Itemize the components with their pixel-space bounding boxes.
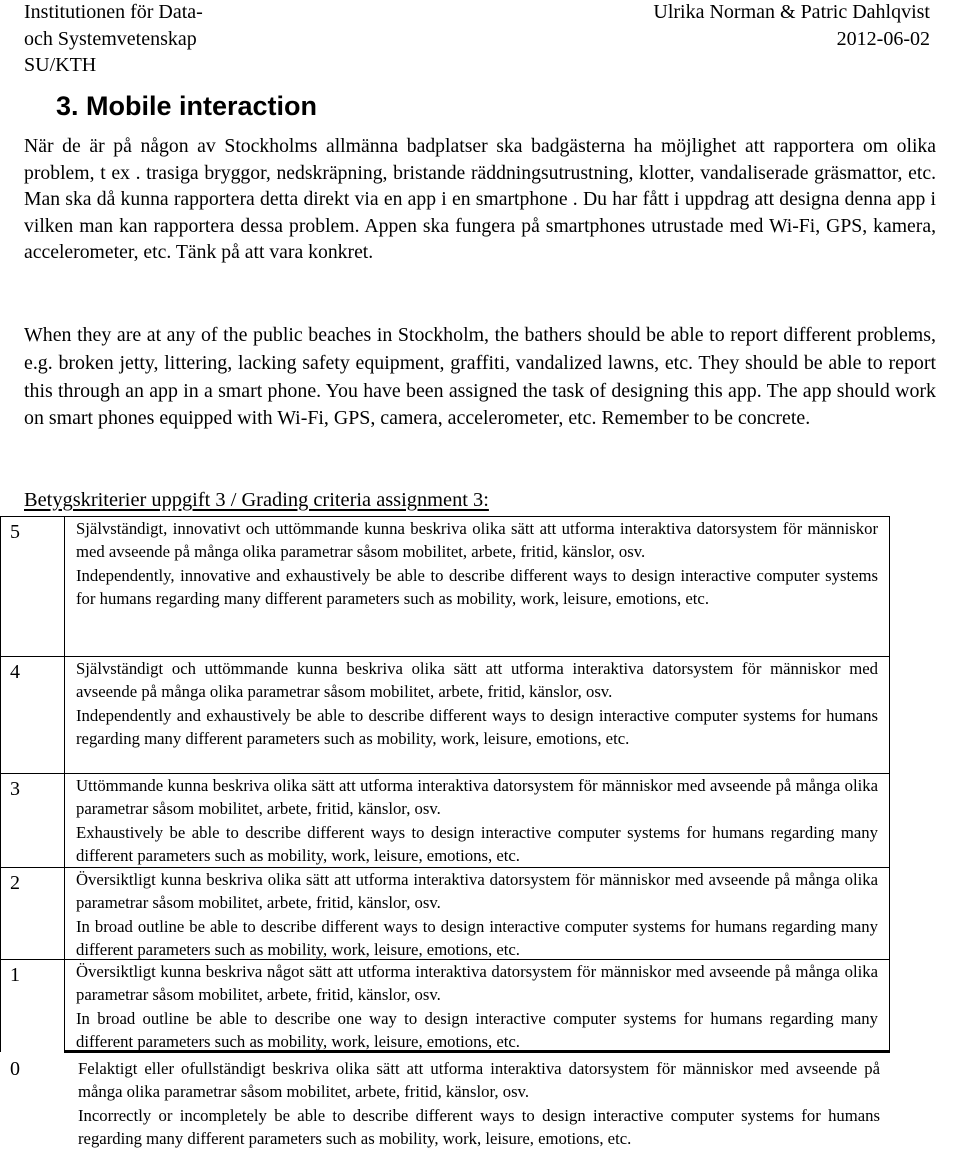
grade-description-english: Exhaustively be able to describe different ways to design interactive computer systems for humans regarding many different parameters such as mobility, work, leisure, emotions, etc. xyxy=(76,822,878,865)
grade-description xyxy=(76,657,878,750)
grade-description-swedish: Självständigt, innovativt och uttömmande kunna beskriva olika sätt att utforma interaktiva datorsystem för människor med avseende på många olika parametrar såsom mobilitet, arbete, fritid, känslor, osv. xyxy=(76,519,878,562)
criteria-row xyxy=(0,773,890,867)
header-institution-line: SU/KTH xyxy=(24,54,97,76)
header-institution-line: Institutionen för Data- xyxy=(24,1,203,23)
grade-value: 0 xyxy=(10,1058,20,1080)
grading-criteria-table xyxy=(0,516,890,1172)
grade-description-swedish: Översiktligt kunna beskriva olika sätt att utforma interaktiva datorsystem för människor med avseende på många olika parametrar såsom mobilitet, arbete, fritid, känslor, osv. xyxy=(76,870,878,913)
criteria-row xyxy=(0,516,890,656)
section-title: 3. Mobile interaction xyxy=(56,91,318,121)
grade-description xyxy=(76,517,878,610)
header-institution xyxy=(24,0,203,79)
grade-value: 1 xyxy=(10,964,20,986)
criteria-row xyxy=(0,656,890,773)
grade-value: 5 xyxy=(10,521,20,543)
header-date: 2012-06-02 xyxy=(836,27,930,50)
criteria-row xyxy=(0,959,890,1050)
grade-description xyxy=(76,868,878,961)
grade-description-swedish: Uttömmande kunna beskriva olika sätt att utforma interaktiva datorsystem för människor med avseende på många olika parametrar såsom mobilitet, arbete, fritid, känslor, osv. xyxy=(76,776,878,819)
grade-description-swedish: Självständigt och uttömmande kunna beskriva olika sätt att utforma interaktiva datorsystem för människor med avseende på många olika parametrar såsom mobilitet, arbete, fritid, känslor, osv. xyxy=(76,659,878,702)
header-authors-date xyxy=(653,0,930,52)
header-institution-line: och Systemvetenskap xyxy=(24,27,197,50)
grade-description xyxy=(78,1057,880,1150)
grade-description xyxy=(76,774,878,867)
grade-description-swedish: Översiktligt kunna beskriva något sätt att utforma interaktiva datorsystem för människor med avseende på många olika parametrar såsom mobilitet, arbete, fritid, känslor, osv. xyxy=(76,962,878,1005)
grade-description-english: In broad outline be able to describe one way to design interactive computer systems for humans regarding many different parameters such as mobility, work, leisure, emotions, etc. xyxy=(76,1008,878,1051)
grade-description-english: Independently and exhaustively be able to describe different ways to design interactive computer systems for humans regarding many different parameters such as mobility, work, leisure, emotions, etc. xyxy=(76,705,878,748)
assignment-text-english: When they are at any of the public beaches in Stockholm, the bathers should be able to report different problems, e.g. broken jetty, littering, lacking safety equipment, graffiti, vandalized lawns, etc. They should be able to report this through an app in a smart phone. You have been assigned the task of designing this app. The app should work on smart phones equipped with Wi-Fi, GPS, camera, accelerometer, etc. Remember to be concrete. xyxy=(24,324,936,430)
grade-description-swedish: Felaktigt eller ofullständigt beskriva olika sätt att utforma interaktiva datorsystem för människor med avseende på många olika parametrar såsom mobilitet, arbete, fritid, känslor, osv. xyxy=(78,1059,880,1102)
grade-value: 2 xyxy=(10,872,20,894)
criteria-row xyxy=(0,867,890,959)
grade-value: 4 xyxy=(10,661,20,683)
grade-description-english: Incorrectly or incompletely be able to describe different ways to design interactive computer systems for humans regarding many different parameters such as mobility, work, leisure, emotions, etc. xyxy=(78,1105,880,1148)
grade-description-english: Independently, innovative and exhaustively be able to describe different ways to design interactive computer systems for humans regarding many different parameters such as mobility, work, leisure, emotions, etc. xyxy=(76,565,878,608)
assignment-text-swedish: När de är på någon av Stockholms allmänna badplatser ska badgästerna ha möjlighet att rapportera om olika problem, t ex . trasiga bryggor, nedskräpning, bristande räddningsutrustning, klotter, vandaliserade gräsmattor, etc. Man ska då kunna rapportera detta direkt via en app i en smartphone . Du har fått i uppdrag att designa denna app i vilken man kan rapportera dessa problem. Appen ska fungera på smartphones utrustade med Wi-Fi, GPS, kamera, accelerometer, etc. Tänk på att vara konkret. xyxy=(24,135,936,264)
grade-value: 3 xyxy=(10,778,20,800)
criteria-row xyxy=(0,1053,890,1172)
grading-criteria-title xyxy=(24,487,489,513)
grade-description xyxy=(76,960,878,1053)
grading-criteria-title-text: Betygskriterier uppgift 3 / Grading criteria assignment 3: xyxy=(24,489,489,511)
grade-description-english: In broad outline be able to describe different ways to design interactive computer systems for humans regarding many different parameters such as mobility, work, leisure, emotions, etc. xyxy=(76,916,878,959)
header-authors: Ulrika Norman & Patric Dahlqvist xyxy=(653,1,930,23)
